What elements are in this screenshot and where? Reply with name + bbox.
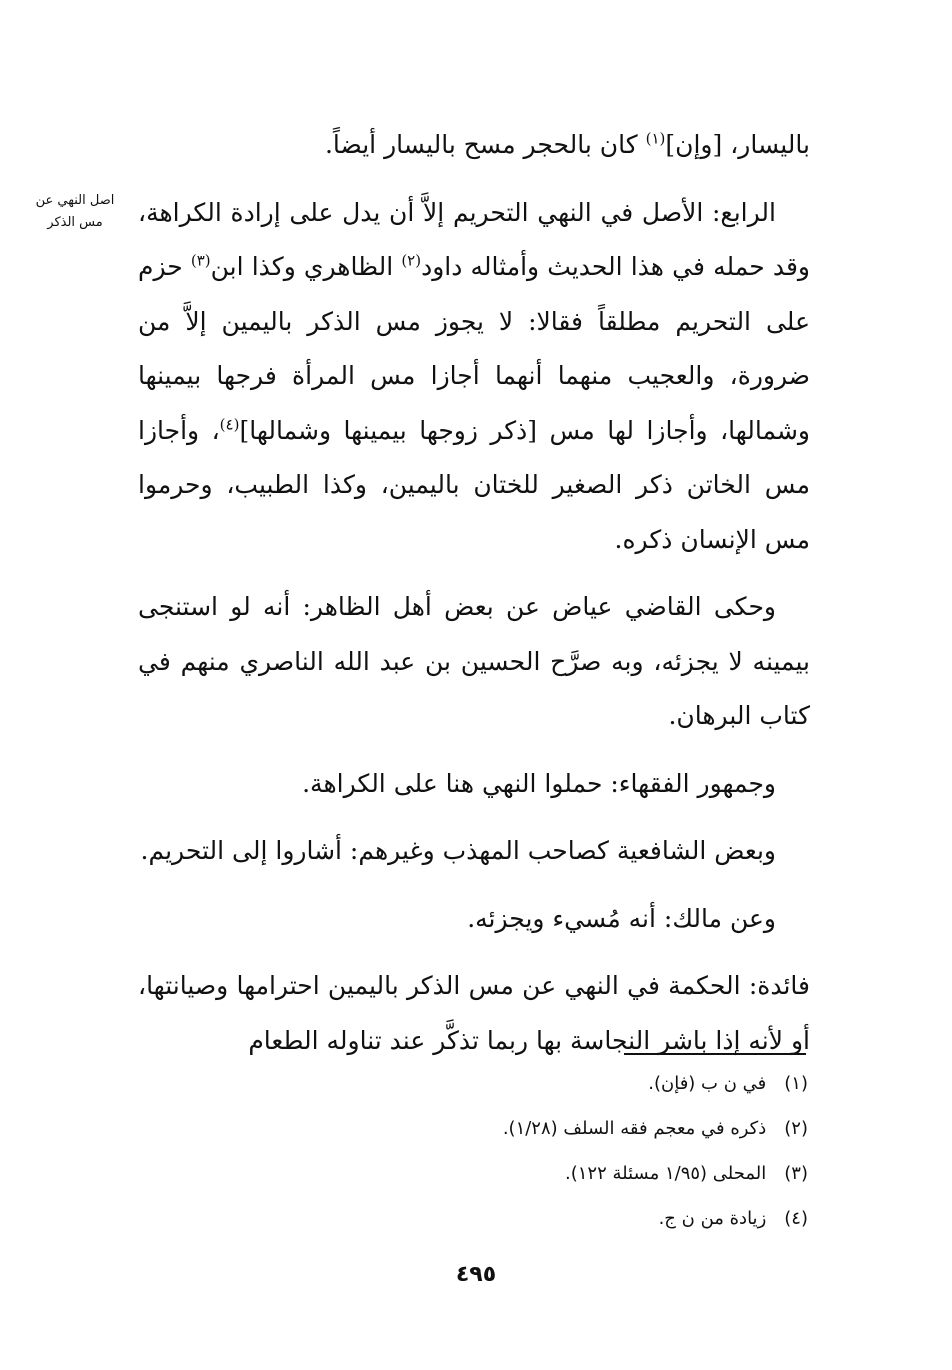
text-run: الرابع: الأصل في النهي التحريم إلاَّ أن يدل على إرادة الكراهة، وقد حمله في هذا الحديث وأمثاله داود: [138, 197, 810, 281]
paragraph-faida: فائدة: الحكمة في النهي عن مس الذكر باليمين احترامها وصيانتها، أو لأنه إذا باشر النجاسة بها ربما تذكَّر عند تناوله الطعام: [138, 971, 810, 1055]
margin-note-line: اصل النهي عن: [35, 193, 115, 208]
footnote-text: المحلى (١/٩٥ مسئلة ١٢٢).: [565, 1163, 767, 1184]
footnote: [300, 1156, 808, 1201]
paragraph-malik: وعن مالك: أنه مُسيء ويجزئه.: [467, 903, 776, 933]
footnote: [300, 1111, 808, 1156]
paragraph-qadi-iyad: وحكى القاضي عياض عن بعض أهل الظاهر: أنه لو استنجى بيمينه لا يجزئه، وبه صرَّح الحسين بن عبد الله الناصري منهم في كتاب البرهان.: [138, 592, 810, 730]
margin-note-line: مس الذكر: [47, 215, 103, 230]
text-run: باليسار، [وإن]: [665, 130, 810, 159]
footnote-ref: (٤): [219, 415, 240, 434]
footnote-ref: (١): [645, 129, 666, 148]
paragraph-jumhur: وجمهور الفقهاء: حملوا النهي هنا على الكراهة.: [302, 768, 776, 798]
footnote-text: زيادة من ن ج.: [658, 1208, 767, 1229]
footnotes: [300, 1066, 808, 1246]
text-run: الظاهري وكذا ابن: [210, 252, 402, 281]
main-text: [138, 118, 810, 1081]
footnote-number: (٢): [784, 1118, 808, 1139]
margin-note: [20, 190, 130, 234]
footnote-separator: [624, 1053, 806, 1055]
footnote-text: في ن ب (فإن).: [648, 1073, 767, 1094]
footnote: [300, 1201, 808, 1246]
text-run: ، وأجازا مس الخاتن ذكر الصغير للختان باليمين، وكذا الطبيب، وحرموا مس الإنسان ذكره.: [138, 415, 810, 554]
footnote-number: (١): [784, 1073, 808, 1094]
footnote-number: (٤): [784, 1208, 808, 1229]
page-number: ٤٩٥: [455, 1262, 497, 1287]
paragraph-fourth: [138, 186, 810, 568]
paragraph-continuation: [138, 118, 810, 173]
text-run: حزم على التحريم مطلقاً فقالا: لا يجوز مس الذكر باليمين إلاَّ من ضرورة، والعجيب منهما أنهما أجازا مس المرأة فرجها بيمينها وشمالها، وأجازا لها مس [ذكر زوجها بيمينها وشمالها]: [138, 252, 810, 445]
footnote-ref: (٣): [190, 251, 211, 270]
paragraph-shafiiyya: وبعض الشافعية كصاحب المهذب وغيرهم: أشاروا إلى التحريم.: [140, 836, 776, 865]
footnote: [300, 1066, 808, 1111]
footnote-number: (٣): [784, 1163, 808, 1184]
text-run: كان بالحجر مسح باليسار أيضاً.: [324, 130, 646, 159]
footnote-ref: (٢): [401, 251, 422, 270]
footnote-text: ذكره في معجم فقه السلف (١/٢٨).: [502, 1118, 767, 1139]
